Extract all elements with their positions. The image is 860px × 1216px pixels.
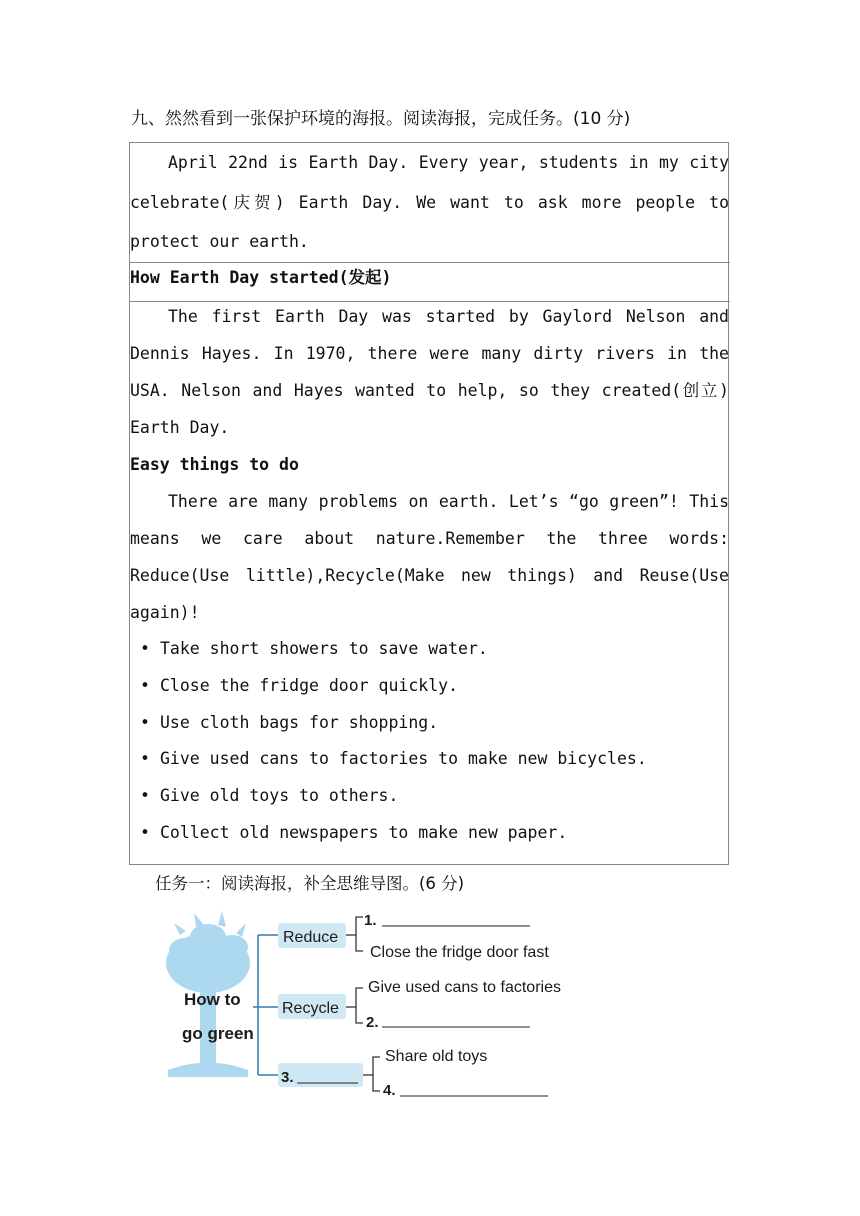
list-item: [130, 631, 730, 668]
poster-intro-section: [130, 143, 730, 262]
leaf1-number: 1.: [364, 912, 377, 929]
section1-heading: How Earth Day started(发起): [130, 268, 392, 287]
mindmap-center-line2: go green: [182, 1024, 254, 1043]
list-item-text: Use cloth bags for shopping.: [160, 712, 439, 732]
leaf2-number: 2.: [366, 1014, 379, 1031]
list-item: [130, 778, 730, 815]
section2-text: There are many problems on earth. Let’s “go green”! This means we care about nature.Remember the three words: Reduce(Use little),Recycle(Make new things) and Reuse(Use again)!: [130, 492, 729, 622]
mindmap-connectors: [253, 935, 278, 1075]
leaf-recycle-1: Give used cans to factories: [368, 979, 561, 996]
poster-intro-text: April 22nd is Earth Day. Every year, students in my city celebrate(庆贺) Earth Day. We want to ask more people to protect our earth.: [130, 153, 729, 251]
branch3-number: 3.: [281, 1069, 294, 1086]
section1-heading-row: [130, 259, 730, 296]
mind-map: [160, 905, 580, 1105]
section2-heading: Easy things to do: [130, 455, 299, 474]
poster-body-section: [130, 298, 730, 852]
tips-list: [130, 631, 730, 852]
list-item: [130, 705, 730, 742]
tree-icon: [166, 911, 254, 1077]
question-title: 九、然然看到一张保护环境的海报。阅读海报，完成任务。(10 分): [131, 109, 631, 129]
bullet-dot: •: [140, 675, 150, 695]
branch-3: [278, 1063, 363, 1087]
bullet-dot: •: [140, 822, 150, 842]
branch-reduce: [278, 923, 346, 948]
list-item-text: Give used cans to factories to make new bicycles.: [160, 749, 647, 769]
list-item-text: Take short showers to save water.: [160, 639, 488, 658]
branch-recycle-label: Recycle: [282, 1000, 339, 1017]
task1-title: 任务一：阅读海报，补全思维导图。(6 分): [155, 874, 465, 893]
bullet-dot: •: [140, 786, 150, 806]
leaf4-number: 4.: [383, 1082, 396, 1099]
list-item-text: Give old toys to others.: [160, 786, 399, 806]
mindmap-center-line1: How to: [184, 990, 241, 1009]
bullet-dot: •: [140, 712, 150, 732]
leaf-share: Share old toys: [385, 1048, 488, 1065]
bullet-dot: •: [140, 749, 150, 769]
list-item: [130, 815, 730, 852]
section1-text: The first Earth Day was started by Gaylord Nelson and Dennis Hayes. In 1970, there were many dirty rivers in the USA. Nelson and Hayes wanted to help, so they created(创立) Earth Day.: [130, 307, 729, 437]
poster-box: [129, 142, 729, 865]
list-item-text: Close the fridge door quickly.: [160, 675, 459, 695]
list-item: [130, 741, 730, 778]
list-item: [130, 668, 730, 705]
leaf-reduce-2: Close the fridge door fast: [370, 944, 549, 961]
branch-recycle: [278, 994, 346, 1019]
branch-reduce-label: Reduce: [283, 929, 339, 946]
bullet-dot: •: [140, 639, 150, 658]
list-item-text: Collect old newspapers to make new paper.: [160, 822, 568, 842]
